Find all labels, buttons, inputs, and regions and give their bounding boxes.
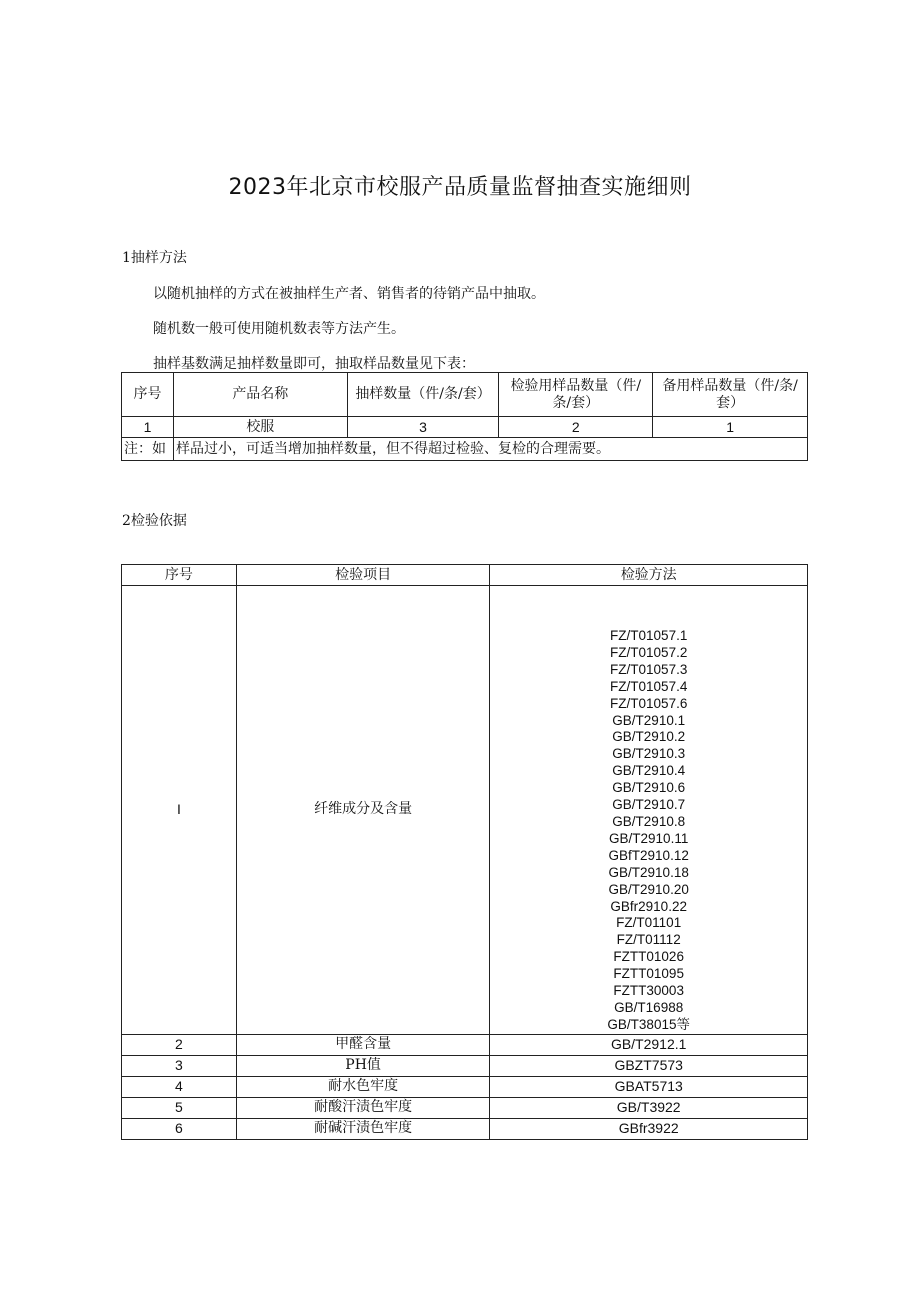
method-item: FZ/T01057.4 [610, 678, 688, 694]
method-item: FZ/T01112 [616, 932, 681, 948]
header-cell: 检验项目 [236, 565, 490, 586]
paragraph-sampling-method: 以随机抽样的方式在被抽样生产者、销售者的待销产品中抽取。 [153, 286, 545, 302]
table-cell: 6 [122, 1118, 237, 1139]
method-item: GB/T2910.20 [608, 881, 689, 897]
table-cell: GB/T2912.1 [490, 1034, 808, 1055]
table-cell: PH值 [236, 1055, 490, 1076]
table-row [122, 417, 808, 438]
table-cell: 耐水色牢度 [236, 1076, 490, 1097]
table-row [122, 1076, 808, 1097]
table-cell: 5 [122, 1097, 237, 1118]
method-item: GB/T2910.7 [612, 797, 686, 813]
method-item: FZ/T01057.3 [610, 661, 688, 677]
header-cell: 产品名称 [173, 373, 347, 417]
method-item: FZ/T01057.1 [610, 628, 688, 643]
table-cell: 1 [653, 417, 808, 438]
method-item: FZTT01026 [613, 949, 684, 965]
table-row [122, 586, 808, 1035]
table-cell: I [122, 586, 237, 1035]
method-item: FZ/T01057.6 [610, 695, 688, 711]
table-cell: 3 [122, 1055, 237, 1076]
method-item: GB/T2910.8 [612, 813, 686, 829]
inspection-basis-table [121, 564, 808, 1140]
header-cell: 序号 [122, 373, 174, 417]
paragraph-sample-quantity: 抽样基数满足抽样数量即可，抽取样品数量见下表： [153, 356, 475, 372]
method-item: FZ/T01057.2 [610, 644, 688, 660]
table-cell: 2 [499, 417, 653, 438]
method-item: GB/T38015等 [607, 1016, 690, 1032]
method-list [492, 586, 805, 1034]
method-item: GB/T2910.11 [609, 830, 689, 846]
table-cell: 3 [347, 417, 499, 438]
table-cell: GB/T3922 [490, 1097, 808, 1118]
note-text: 样品过小，可适当增加抽样数量，但不得超过检验、复检的合理需要。 [173, 438, 807, 461]
section-heading-inspection-basis: 2检验依据 [122, 513, 187, 529]
header-cell: 备用样品数量（件/条/套） [653, 373, 808, 417]
table-cell: 4 [122, 1076, 237, 1097]
method-item: GB/T2910.2 [612, 729, 686, 745]
table-cell: 1 [122, 417, 174, 438]
table-cell: GBAT5713 [490, 1076, 808, 1097]
table-note-row [122, 438, 808, 461]
header-cell: 检验方法 [490, 565, 808, 586]
table-cell: 耐酸汗渍色牢度 [236, 1097, 490, 1118]
header-cell: 抽样数量（件/条/套） [347, 373, 499, 417]
table-cell: GBZT7573 [490, 1055, 808, 1076]
method-item: GB/T2910.1 [612, 712, 686, 728]
note-prefix: 注：如 [122, 438, 174, 461]
header-cell: 序号 [122, 565, 237, 586]
table-cell: 甲醛含量 [236, 1034, 490, 1055]
table-header-row [122, 565, 808, 586]
method-item: GBfr2910.22 [610, 898, 687, 914]
table-row [122, 1118, 808, 1139]
method-item: GB/T2910.3 [612, 746, 686, 762]
method-list-cell [490, 586, 808, 1035]
method-item: GB/T2910.6 [612, 780, 686, 796]
table-cell: 耐碱汗渍色牢度 [236, 1118, 490, 1139]
method-item: FZ/T01101 [616, 915, 682, 931]
table-cell: 校服 [173, 417, 347, 438]
paragraph-random-numbers: 随机数一般可使用随机数表等方法产生。 [153, 321, 405, 337]
sampling-quantity-table [121, 372, 808, 461]
section-heading-sampling: 1抽样方法 [122, 250, 187, 266]
table-row [122, 1034, 808, 1055]
table-row [122, 1097, 808, 1118]
method-item: GB/T2910.4 [612, 763, 686, 779]
table-cell: 纤维成分及含量 [236, 586, 490, 1035]
method-item: FZTT30003 [613, 983, 684, 999]
table-header-row [122, 373, 808, 417]
table-row [122, 1055, 808, 1076]
table-cell: 2 [122, 1034, 237, 1055]
method-item: GB/T16988 [614, 999, 684, 1015]
method-item: GBfT2910.12 [608, 847, 689, 863]
method-item: FZTT01095 [613, 966, 684, 982]
page-title: 2023年北京市校服产品质量监督抽查实施细则 [228, 175, 692, 200]
table-cell: GBfr3922 [490, 1118, 808, 1139]
header-cell: 检验用样品数量（件/条/套） [499, 373, 653, 417]
method-item: GB/T2910.18 [608, 864, 689, 880]
